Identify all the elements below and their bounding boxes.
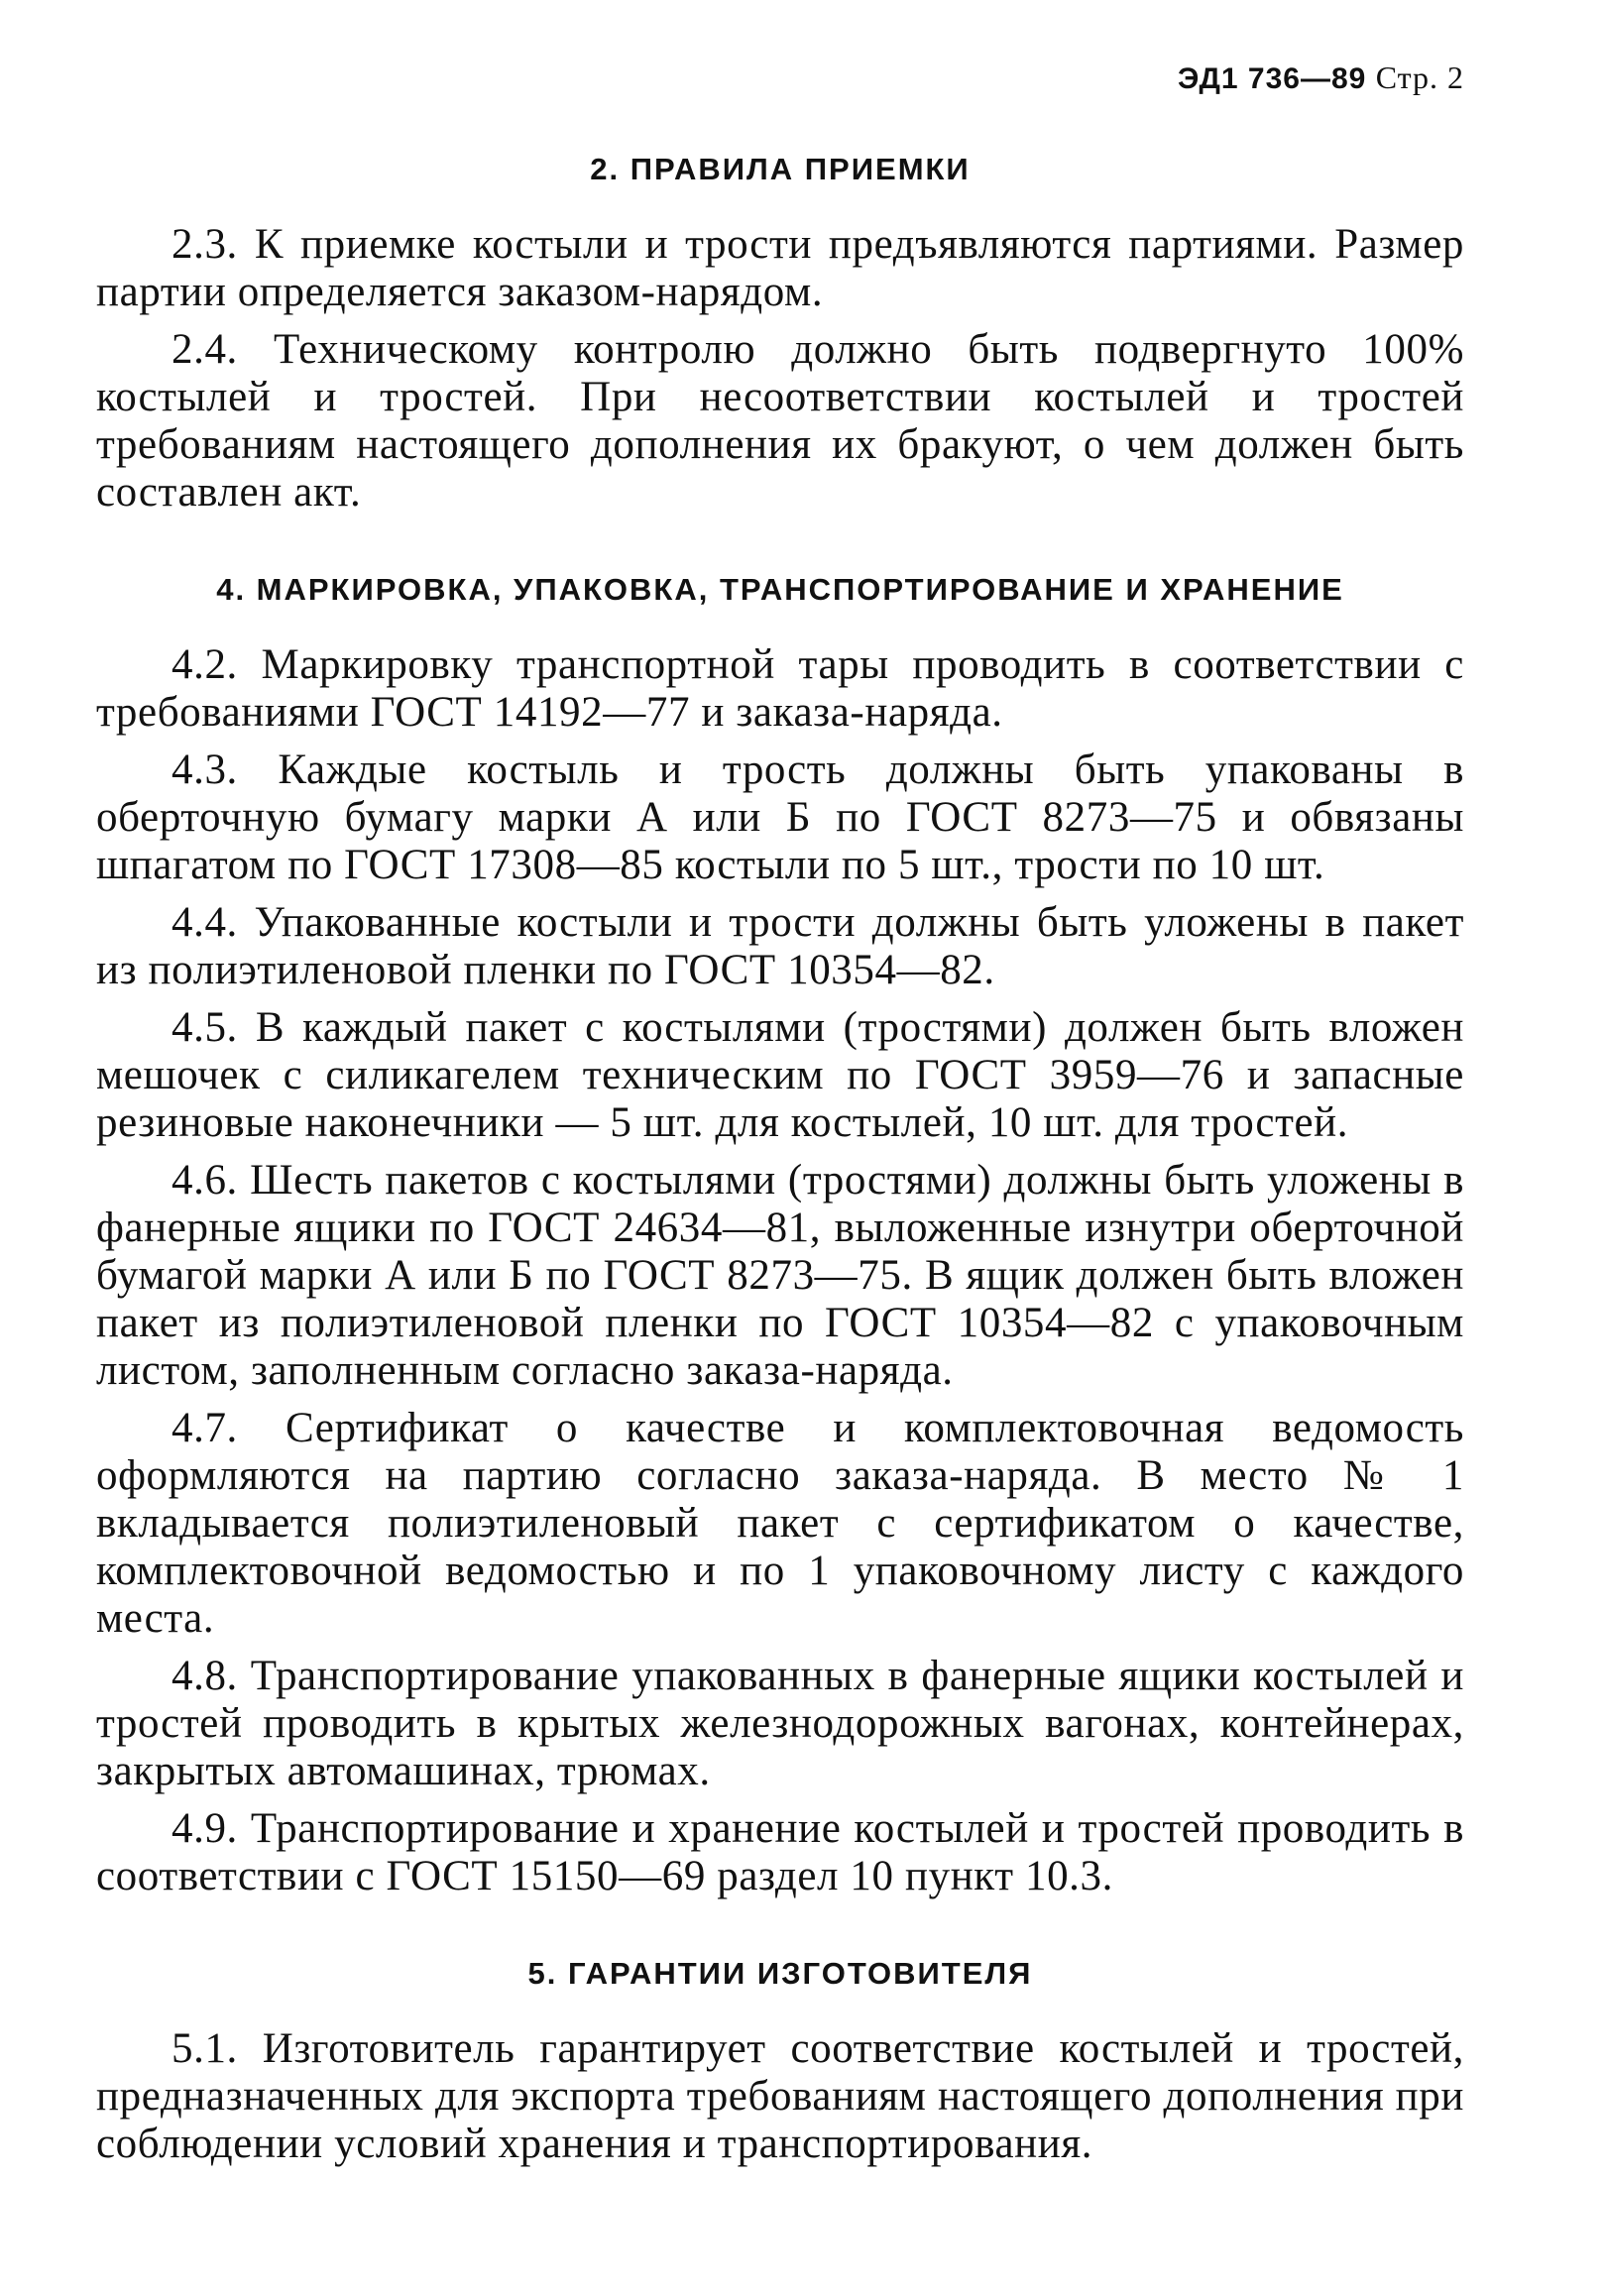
document-code: ЭД1 736—89	[1177, 62, 1367, 95]
section-marking-packing	[96, 572, 1464, 1900]
section-heading: 5. ГАРАНТИИ ИЗГОТОВИТЕЛЯ	[527, 1956, 1033, 1991]
paragraph-4-9: 4.9. Транспортирование и хранение костылей и тростей проводить в соответствии с ГОСТ 15150—69 раздел 10 пункт 10.3.	[96, 1805, 1464, 1899]
section-acceptance-rules	[96, 152, 1464, 517]
paragraph-4-6: 4.6. Шесть пакетов с костылями (тростями) должны быть уложены в фанерные ящики по ГОСТ 24634—81, выложенные изнутри оберточной бумагой марки А или Б по ГОСТ 8273—75. В ящик должен быть вложен пакет из полиэтиленовой пленки по ГОСТ 10354—82 с упаковочным листом, заполненным согласно заказа-наряда.	[96, 1157, 1464, 1394]
paragraph-4-5: 4.5. В каждый пакет с костылями (тростями) должен быть вложен мешочек с силикагелем техническим по ГОСТ 3959—76 и запасные резиновые наконечники — 5 шт. для костылей, 10 шт. для тростей.	[96, 1004, 1464, 1146]
section-heading: 2. ПРАВИЛА ПРИЕМКИ	[590, 152, 971, 186]
section-manufacturer-guarantees	[96, 1956, 1464, 2168]
paragraph-2-4: 2.4. Техническому контролю должно быть подвергнуто 100% костылей и тростей. При несоответствии костылей и тростей требованиям настоящего дополнения их бракуют, о чем должен быть составлен акт.	[96, 326, 1464, 516]
page-number: Стр. 2	[1375, 59, 1464, 95]
document-page	[96, 59, 1464, 2224]
paragraph-5-1: 5.1. Изготовитель гарантирует соответствие костылей и тростей, предназначенных для экспорта требованиям настоящего дополнения при соблюдении условий хранения и транспортирования.	[96, 2025, 1464, 2167]
page-header	[96, 59, 1464, 96]
section-heading: 4. МАРКИРОВКА, УПАКОВКА, ТРАНСПОРТИРОВАНИЕ И ХРАНЕНИЕ	[216, 572, 1344, 607]
paragraph-2-3: 2.3. К приемке костыли и трости предъявляются партиями. Размер партии определяется заказом-нарядом.	[96, 221, 1464, 315]
paragraph-4-2: 4.2. Маркировку транспортной тары проводить в соответствии с требованиями ГОСТ 14192—77 и заказа-наряда.	[96, 641, 1464, 736]
paragraph-4-4: 4.4. Упакованные костыли и трости должны быть уложены в пакет из полиэтиленовой пленки по ГОСТ 10354—82.	[96, 899, 1464, 993]
paragraph-4-7: 4.7. Сертификат о качестве и комплектовочная ведомость оформляются на партию согласно заказа-наряда. В место № 1 вкладывается полиэтиленовый пакет с сертификатом о качестве, комплектовочной ведомостью и по 1 упаковочному листу с каждого места.	[96, 1405, 1464, 1642]
paragraph-4-8: 4.8. Транспортирование упакованных в фанерные ящики костылей и тростей проводить в крытых железнодорожных вагонах, контейнерах, закрытых автомашинах, трюмах.	[96, 1653, 1464, 1794]
paragraph-4-3: 4.3. Каждые костыль и трость должны быть упакованы в оберточную бумагу марки А или Б по ГОСТ 8273—75 и обвязаны шпагатом по ГОСТ 17308—85 костыли по 5 шт., трости по 10 шт.	[96, 746, 1464, 888]
